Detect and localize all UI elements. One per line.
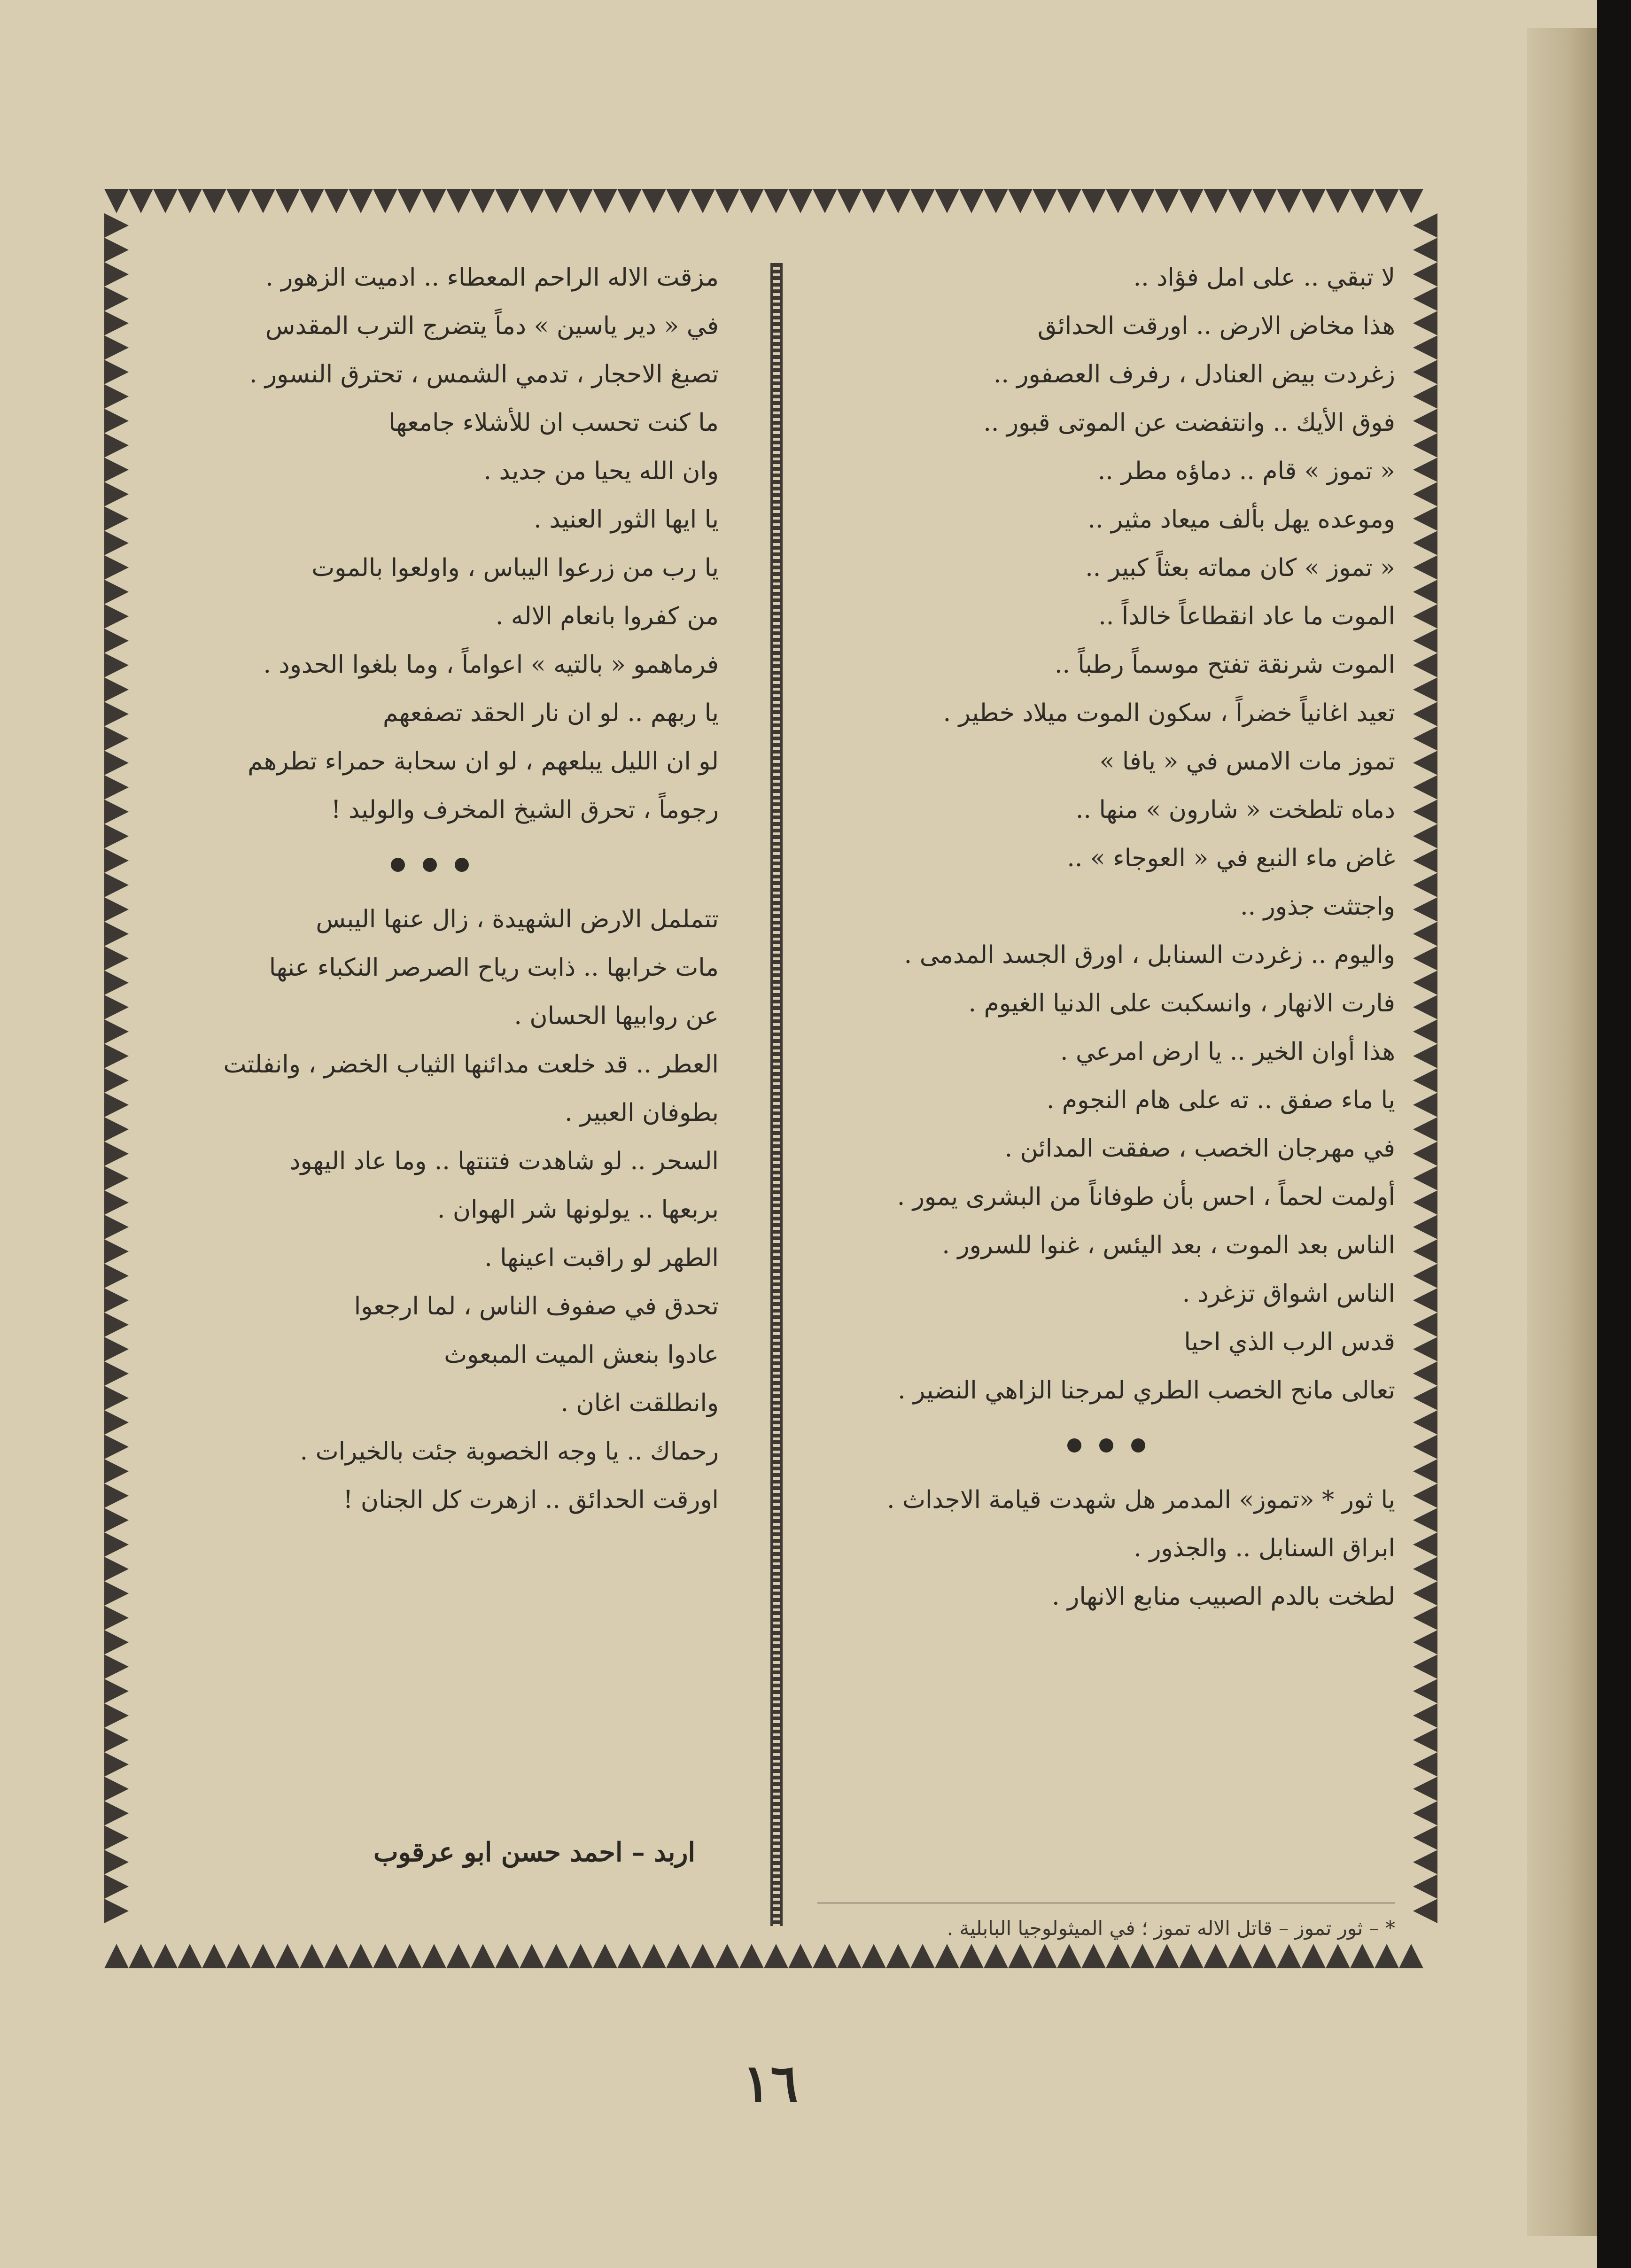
verse-line: لو ان الليل يبلعهم ، لو ان سحابة حمراء تطرهم <box>248 747 719 776</box>
verse-line: الموت ما عاد انقطاعاً خالداً .. <box>1098 602 1395 630</box>
verse-line: ابراق السنابل .. والجذور . <box>1134 1534 1395 1562</box>
verse-line: بربعها .. يولونها شر الهوان . <box>437 1196 719 1224</box>
verse-line: رجوماً ، تحرق الشيخ المخرف والوليد ! <box>331 796 719 824</box>
verse-line: تعيد اغانياً خضراً ، سكون الموت ميلاد خطير . <box>943 699 1395 727</box>
verse-line: « تموز » كان مماته بعثاً كبير .. <box>1085 554 1395 582</box>
verse-line: الناس اشواق تزغرد . <box>1182 1280 1395 1308</box>
verse-line: مزقت الاله الراحم المعطاء .. ادميت الزهور . <box>265 264 719 292</box>
right-column <box>817 254 1395 1621</box>
section-separator-dots <box>817 1415 1395 1476</box>
verse-line: فارت الانهار ، وانسكبت على الدنيا الغيوم . <box>968 989 1395 1017</box>
column-divider <box>770 263 783 1926</box>
verse-line: يا رب من زرعوا اليباس ، واولعوا بالموت <box>311 554 719 582</box>
verse-line: « تموز » قام .. دماؤه مطر .. <box>1097 457 1395 485</box>
verse-line: الناس بعد الموت ، بعد اليئس ، غنوا للسرور . <box>942 1231 1395 1259</box>
verse-line: تحدق في صفوف الناس ، لما ارجعوا <box>354 1292 719 1320</box>
verse-line: هذا أوان الخير .. يا ارض امرعي . <box>1060 1038 1395 1066</box>
verse-line: أولمت لحماً ، احس بأن طوفاناً من البشرى يمور . <box>897 1183 1395 1211</box>
verse-line: واجتثت جذور .. <box>1240 893 1395 921</box>
verse-line: وان الله يحيا من جديد . <box>483 457 719 485</box>
left-column-verses <box>141 254 719 834</box>
verse-line: رحماك .. يا وجه الخصوبة جئت بالخيرات . <box>300 1437 719 1466</box>
verse-line: عن روابيها الحسان . <box>514 1002 719 1030</box>
verse-line: اورقت الحدائق .. ازهرت كل الجنان ! <box>343 1486 719 1514</box>
verse-line: فوق الأيك .. وانتفضت عن الموتى قبور .. <box>983 409 1395 437</box>
verse-line: عادوا بنعش الميت المبعوث <box>444 1341 719 1369</box>
verse-line: فرماهمو « بالتيه » اعواماً ، وما بلغوا الحدود . <box>263 651 719 679</box>
verse-line: يا ماء صفق .. ته على هام النجوم . <box>1046 1086 1395 1114</box>
verse-line: العطر .. قد خلعت مدائنها الثياب الخضر ، وانفلتت <box>223 1050 719 1079</box>
verse-line: يا ايها الثور العنيد . <box>534 505 719 534</box>
page-number: ١٦ <box>742 2053 799 2113</box>
verse-line: قدس الرب الذي احيا <box>1184 1328 1395 1356</box>
author-signature: اربد – احمد حسن ابو عرقوب <box>373 1837 695 1868</box>
verse-line: من كفروا بانعام الاله . <box>495 602 719 630</box>
verse-line: دماه تلطخت « شارون » منها .. <box>1075 796 1395 824</box>
verse-line: تموز مات الامس في « يافا » <box>1099 747 1395 776</box>
footnote: * – ثور تموز – قاتل الاله تموز ؛ في الميثولوجيا البابلية . <box>947 1917 1395 1940</box>
verse-line: وانطلقت اغان . <box>560 1389 719 1417</box>
verse-line: تصبغ الاحجار ، تدمي الشمس ، تحترق النسور . <box>249 360 719 388</box>
verse-line: واليوم .. زغردت السنابل ، اورق الجسد المدمى . <box>904 941 1395 969</box>
verse-line: لطخت بالدم الصبيب منابع الانهار . <box>1052 1583 1395 1611</box>
section-separator-dots <box>141 834 719 895</box>
verse-line: في مهرجان الخصب ، صفقت المدائن . <box>1004 1134 1395 1163</box>
verse-line: وموعده يهل بألف ميعاد مثير .. <box>1087 505 1395 534</box>
verse-line: يا ثور * «تموز» المدمر هل شهدت قيامة الاجداث . <box>886 1486 1395 1514</box>
left-column <box>141 254 719 1524</box>
verse-line: ما كنت تحسب ان للأشلاء جامعها <box>388 409 719 437</box>
verse-line: غاض ماء النبع في « العوجاء » .. <box>1067 844 1395 872</box>
verse-line: في « دير ياسين » دماً يتضرج الترب المقدس <box>265 312 719 340</box>
verse-line: الطهر لو راقبت اعينها . <box>484 1244 719 1272</box>
verse-line: لا تبقي .. على امل فؤاد .. <box>1133 264 1395 292</box>
verse-line: السحر .. لو شاهدت فتنتها .. وما عاد اليهود <box>289 1147 719 1175</box>
verse-line: تعالى مانح الخصب الطري لمرجنا الزاهي النضير . <box>898 1376 1395 1405</box>
right-column-verses <box>817 254 1395 1415</box>
verse-line: يا ربهم .. لو ان نار الحقد تصفعهم <box>383 699 719 727</box>
verse-line: مات خرابها .. ذابت رياح الصرصر النكباء عنها <box>269 954 719 982</box>
verse-line: بطوفان العبير . <box>565 1099 719 1127</box>
verse-line: الموت شرنقة تفتح موسماً رطباً .. <box>1054 651 1395 679</box>
verse-line: تتململ الارض الشهيدة ، زال عنها اليبس <box>316 905 719 933</box>
verse-line: زغردت بيض العنادل ، رفرف العصفور .. <box>993 360 1395 388</box>
right-column-verses-after-dots <box>817 1476 1395 1621</box>
scan-background <box>1597 0 1631 2268</box>
left-column-verses-after-dots <box>141 895 719 1524</box>
verse-line: هذا مخاض الارض .. اورقت الحدائق <box>1037 312 1395 340</box>
